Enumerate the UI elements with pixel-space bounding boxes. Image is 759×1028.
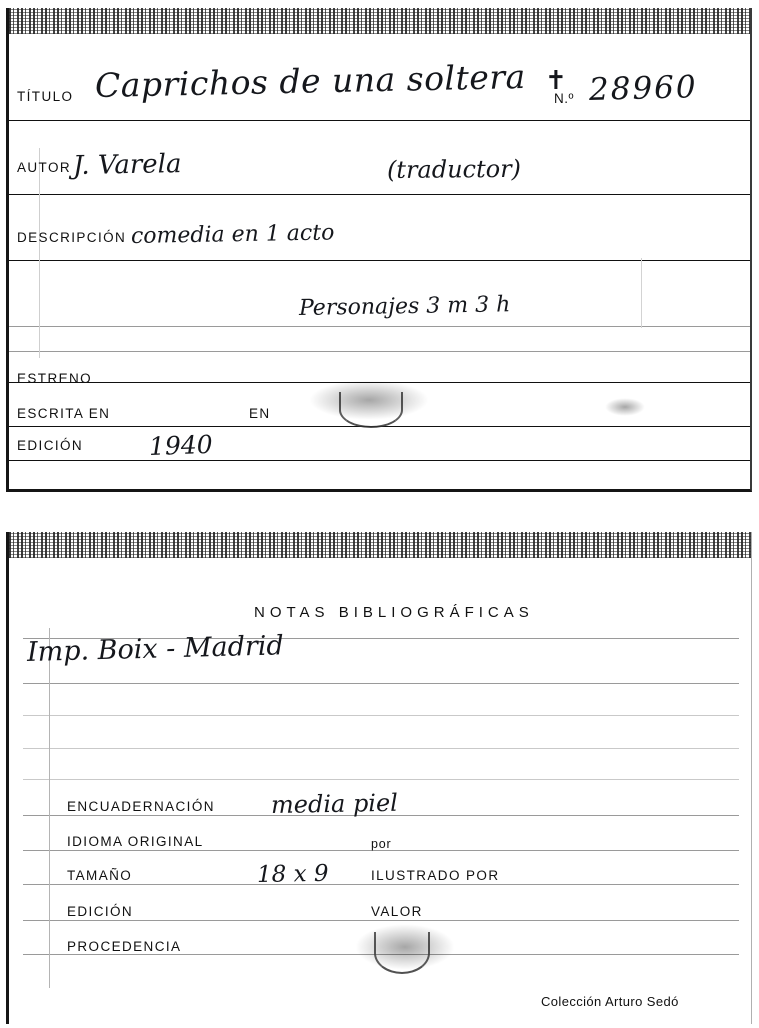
handwritten-size: 18 x 9 [256, 860, 329, 888]
field-label-descripcion: DESCRIPCIÓN [17, 230, 127, 245]
rule-line [23, 715, 739, 716]
cross-mark: ✝ [545, 66, 567, 96]
handwritten-binding: media piel [270, 788, 399, 819]
handwritten-author-note: (traductor) [386, 154, 522, 184]
stain-mark [605, 398, 645, 416]
field-label-idioma-original: IDIOMA ORIGINAL [67, 834, 204, 849]
catalog-card-front [6, 8, 752, 492]
handwritten-author: J. Varela [72, 149, 182, 181]
margin-guide [39, 148, 40, 358]
card-top-edge-noise [9, 8, 750, 34]
margin-guide [641, 258, 642, 328]
rule-line [9, 194, 750, 195]
card-top-edge-noise [9, 532, 751, 558]
rule-line [9, 382, 750, 383]
catalog-card-back [6, 532, 752, 1024]
handwritten-cast-note: Personajes 3 m 3 h [298, 292, 511, 321]
field-label-valor: VALOR [371, 904, 423, 919]
field-label-titulo: TÍTULO [17, 89, 74, 104]
stain-mark [339, 392, 403, 428]
field-label-encuadernacion: ENCUADERNACIÓN [67, 799, 215, 814]
card-number-value: 28960 [588, 69, 699, 108]
field-label-procedencia: PROCEDENCIA [67, 939, 182, 954]
handwritten-edition-year: 1940 [148, 429, 214, 461]
handwritten-title: Caprichos de una soltera [94, 56, 527, 105]
rule-line [9, 120, 750, 121]
rule-line [9, 260, 750, 261]
margin-guide [49, 628, 50, 988]
section-heading: NOTAS BIBLIOGRÁFICAS [254, 604, 534, 621]
rule-line [9, 460, 750, 461]
field-label-en: EN [249, 406, 271, 421]
number-label: N.º [554, 91, 574, 106]
rule-line [23, 683, 739, 684]
field-label-escrita-en: ESCRITA EN [17, 406, 111, 421]
handwritten-imprint: Imp. Boix - Madrid [26, 630, 285, 668]
field-label-tamano: TAMAÑO [67, 868, 133, 883]
field-label-por: por [371, 837, 392, 851]
rule-line [23, 920, 739, 921]
field-label-ilustrado-por: ILUSTRADO POR [371, 868, 500, 883]
stain-mark [374, 932, 430, 974]
field-label-estreno: ESTRENO [17, 371, 93, 386]
handwritten-description: comedia en 1 acto [130, 220, 335, 249]
rule-line [23, 779, 739, 780]
field-label-autor: AUTOR [17, 160, 72, 175]
collection-credit: Colección Arturo Sedó [541, 994, 679, 1009]
field-label-edicion: EDICIÓN [67, 904, 134, 919]
rule-line [9, 351, 750, 352]
rule-line [9, 326, 750, 327]
rule-line [23, 884, 739, 885]
field-label-edicion: EDICIÓN [17, 438, 84, 453]
rule-line [23, 748, 739, 749]
